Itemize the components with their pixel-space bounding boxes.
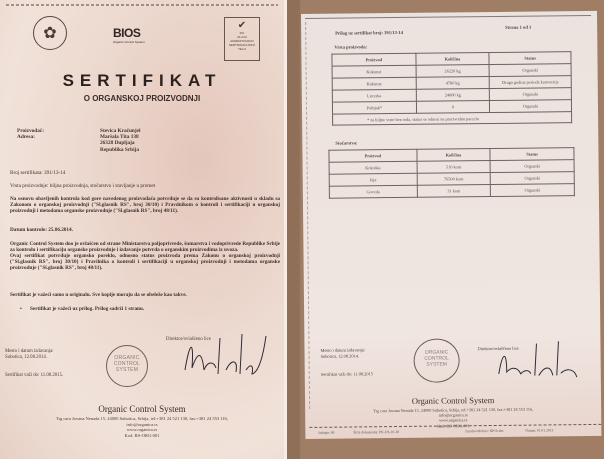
accreditation-line: AKREDITOVANO bbox=[230, 39, 254, 43]
stamp-line: CONTROL bbox=[113, 361, 141, 367]
annex-valid-until bbox=[321, 371, 373, 377]
table-footnote-row bbox=[333, 112, 572, 126]
status-cell: Organski bbox=[491, 184, 575, 197]
column-header: Količina bbox=[417, 149, 491, 162]
certificate-title: SERTIFIKAT bbox=[62, 71, 222, 90]
product-cell: Kukuruz bbox=[332, 77, 416, 90]
annex-issue-place-date bbox=[320, 347, 365, 359]
status-cell: Druga godina perioda konverzije bbox=[489, 76, 571, 89]
valid-until-value: 11.08.2015 bbox=[353, 371, 373, 377]
accreditation-line: 01-013 bbox=[237, 35, 247, 39]
quantity-cell: 24000 kg bbox=[416, 89, 490, 102]
annex-top-border bbox=[305, 15, 591, 19]
status-cell: Organski bbox=[490, 100, 572, 113]
annex-left-border bbox=[305, 22, 310, 409]
product-cell: Kokoška bbox=[329, 161, 417, 174]
quantity-cell: 31 kom bbox=[417, 185, 491, 198]
footer-code: Kod: RS-ORG-001 bbox=[124, 432, 160, 438]
product-cell: Goveda bbox=[329, 185, 417, 198]
footer-web: www.organica.rs bbox=[439, 417, 468, 423]
quantity-cell: 0 bbox=[416, 101, 490, 114]
page-top-border bbox=[6, 4, 278, 6]
status-cell: Organski bbox=[489, 64, 571, 77]
issue-place-date-value: Subotica, 12.08.2014. bbox=[320, 353, 360, 359]
production-type-label: Vrsta proizvodnje: bbox=[10, 183, 49, 189]
doc-date: Datum: 01.01.2013 bbox=[525, 428, 554, 433]
stamp-line: ORGANIC bbox=[424, 349, 449, 356]
valid-until bbox=[5, 373, 63, 379]
accreditation-logo bbox=[224, 17, 260, 61]
footer-web: www.organica.rs bbox=[126, 427, 158, 433]
production-type-value: biljna proizvodnja, stočarstvo i stavljanje u promet bbox=[49, 183, 156, 189]
stamp-line: ORGANIC bbox=[114, 355, 140, 361]
quantity-cell: 76500 kom bbox=[417, 173, 491, 186]
control-date-value: 25.06.2014. bbox=[48, 227, 73, 233]
stamp-line: SYSTEM bbox=[426, 361, 447, 368]
producer-name: Stevica Kračunjel bbox=[100, 128, 141, 134]
product-cell: Kukuruz bbox=[332, 65, 416, 78]
bios-logo bbox=[113, 26, 155, 42]
column-header: Status bbox=[489, 52, 571, 65]
accreditation-line: TELO bbox=[238, 47, 246, 51]
control-date bbox=[10, 227, 280, 233]
livestock-table bbox=[328, 147, 574, 199]
annex-official-stamp bbox=[413, 338, 459, 382]
address-line: Republika Srbija bbox=[100, 146, 140, 153]
annex-director-label: Direktor/ovlašćeno lice bbox=[477, 345, 519, 352]
bios-logo-text: BIOS bbox=[113, 26, 141, 40]
accreditation-line: IFK bbox=[239, 31, 245, 35]
accreditation-line: SERTIFIKACIJSKO bbox=[228, 43, 256, 47]
table-footnote: * za biljne vrste bez roda, status se odnosi na proizvodnu parcelu bbox=[333, 112, 572, 126]
signature-icon bbox=[180, 330, 270, 380]
column-header: Status bbox=[490, 148, 574, 161]
doc-author: Izradio/odobrio: NP/Scsbs bbox=[465, 428, 504, 434]
bios-logo-caption: Organic Control System bbox=[113, 40, 145, 44]
issue-place-date-label: Mesto i datum izdavanja: bbox=[5, 349, 54, 354]
producer-labels bbox=[17, 128, 44, 140]
footer-email: info@organica.rs bbox=[126, 421, 158, 427]
certificate-number-label: Broj sertifikata: bbox=[10, 170, 43, 176]
annex-page-number: Strana 1 od 1 bbox=[505, 24, 532, 30]
column-header: Proizvod bbox=[332, 53, 416, 66]
status-cell: Organski bbox=[490, 172, 574, 185]
certificate-page bbox=[0, 0, 284, 459]
status-cell: Organski bbox=[490, 88, 572, 101]
footer-org-name: Organic Control System bbox=[98, 404, 186, 414]
quantity-cell: 510 kom bbox=[417, 161, 491, 174]
animal-section-label: Stočarstvo: bbox=[335, 140, 358, 146]
photo-certificate-page bbox=[0, 0, 284, 459]
annex-signature-icon bbox=[494, 339, 584, 385]
doc-edition: Izdanje: 00 bbox=[318, 430, 335, 435]
product-cell: Jaja bbox=[329, 173, 417, 186]
valid-until-value: 11.08.2015. bbox=[40, 373, 64, 378]
valid-until-label: Sertifikat važi do: bbox=[5, 373, 40, 378]
valid-until-label: Sertifikat važi do: bbox=[320, 371, 353, 377]
table-row bbox=[329, 184, 574, 199]
validity-note: Sertifikat je važeći samo u originalu. Sve kopije moraju da se obeleže kao takve. bbox=[10, 292, 187, 298]
quantity-cell: 4780 kg bbox=[416, 77, 490, 90]
annex-page bbox=[301, 11, 601, 439]
doc-code: Šifra dokumenta: PK-DS-10-18 bbox=[353, 429, 400, 435]
annex-header: Prilog uz sertifikat broj: 391/13-14 bbox=[335, 29, 404, 36]
status-confirmation-text: Ovaj sertifikat potvrđuje organsko poreklo, odnosno status proizvoda prema Zakonu o organskoj proizvodnji ("Sl.glasnik RS", broj 30/10) i Pravilnika o kontroli i sertifikaciji u organskoj proizvodnji i metodama organske proizvodnje ("Sl.glasnik RS", broj 48/11). bbox=[10, 253, 280, 272]
footer-code: Kod: RS-ORG-001 bbox=[437, 422, 470, 429]
basis-paragraph: Na osnovu obavljenih kontrola kod gore navedenog proizvođača potvrđuje se da su kontrolisane aktivnosti u skladu sa Zakonom o organskoj proizvodnji ("Sl.glasnik RS", broj 30/10) i Pravdnikom o kontroli i sertifikaciji u organskoj proizvodnji i metodama organske proizvodnje ("Sl.glasnik RS", broj 48/11). bbox=[10, 196, 280, 215]
stamp-line: SYSTEM bbox=[115, 367, 139, 373]
annex-footer-org-name: Organic Control System bbox=[411, 394, 495, 406]
official-stamp bbox=[106, 345, 148, 387]
column-header: Proizvod bbox=[329, 149, 417, 162]
plant-section-label: Vrsta proizvoda: bbox=[334, 44, 368, 50]
stamp-line: CONTROL bbox=[424, 355, 449, 362]
control-date-label: Datum kontrole: bbox=[10, 227, 47, 233]
accreditation-mark-icon: ✔ bbox=[237, 20, 247, 31]
producer-values bbox=[100, 128, 140, 153]
annex-note: • Sertifikat je važeći uz prilog. Prilog sadrži 1 stranu. bbox=[20, 306, 270, 312]
organic-round-logo-icon: ✿ bbox=[33, 16, 67, 50]
director-label: Direktor/ovlašćeno lice bbox=[166, 337, 211, 342]
product-cell: Lucerka bbox=[332, 89, 416, 102]
footer-address: Trg cara Jovana Nenada 15, 24000 Subotica, Srbija, tel:+381 24 521 130, fax:+381 24 553 116, bbox=[373, 406, 534, 414]
issue-place-date bbox=[5, 349, 54, 361]
address-label: Adresa: bbox=[17, 134, 35, 141]
issue-place-date-value: Subotica, 12.08.2014. bbox=[5, 354, 47, 360]
address-line: 26328 Dupljaja bbox=[100, 140, 135, 147]
quantity-cell: 26220 kg bbox=[416, 65, 490, 78]
column-header: Količina bbox=[416, 53, 490, 66]
product-cell: Pašnjak* bbox=[332, 101, 416, 114]
authorization-paragraph bbox=[10, 241, 280, 271]
producer-label: Proizvođač: bbox=[17, 128, 44, 134]
footer-contact bbox=[0, 416, 284, 438]
issue-place-date-label: Mesto i datum izdavanja: bbox=[320, 347, 366, 353]
footer-address: Trg cara Jovana Nenada 15, 24000 Subotica, Srbija, tel:+381 24 521 130, fax:+381 24 553 116, bbox=[56, 416, 228, 421]
certificate-subtitle: O ORGANSKOJ PROIZVODNJI bbox=[83, 94, 201, 103]
address-line: Maršala Tita 138 bbox=[100, 134, 139, 141]
status-cell: Organski bbox=[490, 160, 574, 173]
certificate-number bbox=[10, 170, 280, 176]
authorization-text: Organic Control System doo je ovlašćen od strane Ministarstva poljoprivrede, šumarstva i vodoprivrede Republike Srbije za kontrolu i sertifikaciju organske proizvodnje i izdavanje potvrda o organskim proizvodima iz uvoza. bbox=[10, 241, 280, 254]
plant-products-table bbox=[331, 51, 572, 126]
production-type bbox=[10, 183, 280, 189]
certificate-number-value: 391/13-14 bbox=[44, 170, 66, 176]
footer-email: info@organica.rs bbox=[438, 412, 468, 418]
